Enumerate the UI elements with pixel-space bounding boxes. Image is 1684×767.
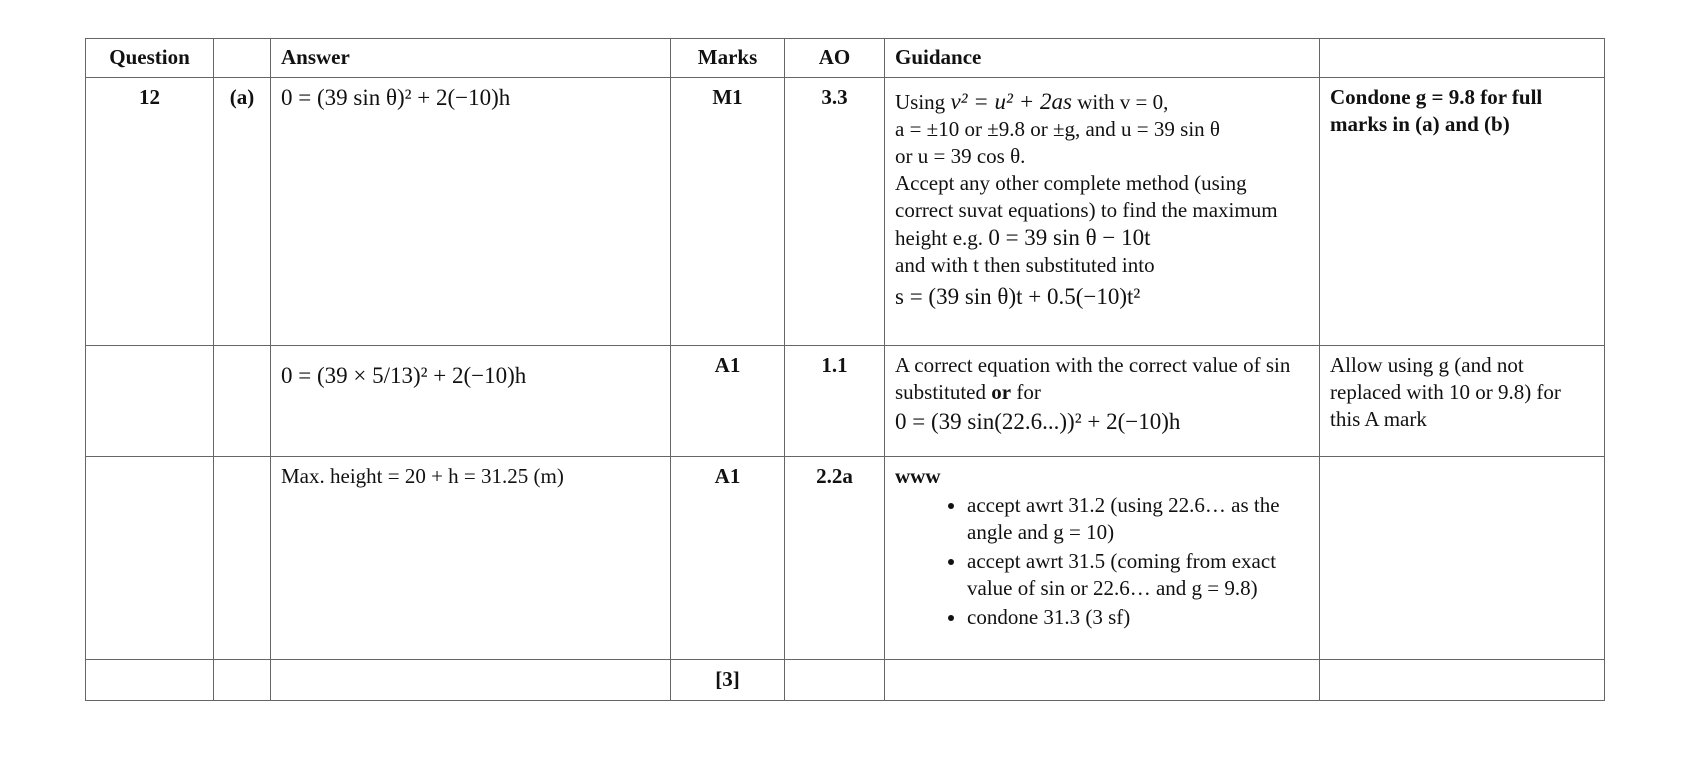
extra-note — [1320, 660, 1605, 701]
ao-cell: 3.3 — [785, 78, 885, 346]
answer-text — [271, 660, 671, 701]
marks-total: [3] — [671, 660, 785, 701]
header-question: Question — [86, 39, 214, 78]
extra-note: Condone g = 9.8 for full marks in (a) and (b) — [1320, 78, 1605, 346]
guidance-cell — [885, 660, 1320, 701]
table-row — [86, 346, 1605, 457]
guidance-bullet: • accept awrt 31.5 (coming from exact value of sin or 22.6… and g = 9.8) — [967, 548, 1309, 602]
guidance-text: A correct equation with the correct value of sin substituted — [895, 353, 1291, 404]
header-marks: Marks — [671, 39, 785, 78]
header-answer: Answer — [271, 39, 671, 78]
marks-cell: A1 — [671, 346, 785, 457]
answer-cell — [271, 346, 671, 457]
answer-equation: 0 = (39 sin θ)² + 2(−10)h — [281, 85, 511, 110]
guidance-example-equation: 0 = 39 sin θ − 10t — [988, 225, 1151, 250]
marks-cell: A1 — [671, 457, 785, 660]
guidance-s-equation: s = (39 sin θ)t + 0.5(−10)t² — [895, 284, 1141, 309]
ao-cell — [785, 660, 885, 701]
table-row — [86, 78, 1605, 346]
guidance-accept: Accept any other complete method (using correct suvat equations) to find the maximum height e.g. — [895, 171, 1278, 250]
extra-note: Allow using g (and not replaced with 10 or 9.8) for this A mark — [1320, 346, 1605, 457]
guidance-bullet: • condone 31.3 (3 sf) — [967, 604, 1309, 631]
header-guidance: Guidance — [885, 39, 1320, 78]
table-row — [86, 660, 1605, 701]
guidance-or-u: or u = 39 cos θ. — [895, 144, 1026, 168]
answer-cell — [271, 78, 671, 346]
table-row — [86, 457, 1605, 660]
guidance-for: for — [1016, 380, 1041, 404]
answer-text: Max. height = 20 + h = 31.25 (m) — [271, 457, 671, 660]
question-part — [214, 660, 271, 701]
question-number — [86, 346, 214, 457]
marks-cell: M1 — [671, 78, 785, 346]
header-extra — [1320, 39, 1605, 78]
mark-scheme-table — [85, 38, 1605, 701]
guidance-equation: 0 = (39 sin(22.6...))² + 2(−10)h — [895, 409, 1181, 434]
header-part — [214, 39, 271, 78]
guidance-with-v: with v = 0, — [1077, 90, 1169, 114]
guidance-or: or — [991, 380, 1012, 404]
guidance-cell — [885, 346, 1320, 457]
guidance-using: Using — [895, 90, 946, 114]
guidance-a-line: a = ±10 or ±9.8 or ±g, and u = 39 sin θ — [895, 117, 1220, 141]
question-part — [214, 457, 271, 660]
question-part — [214, 346, 271, 457]
question-number — [86, 457, 214, 660]
guidance-suvat-equation: v² = u² + 2as — [950, 89, 1072, 114]
extra-note — [1320, 457, 1605, 660]
guidance-bullets — [895, 492, 1309, 631]
header-ao: AO — [785, 39, 885, 78]
guidance-and-with: and with t then substituted into — [895, 253, 1155, 277]
question-part: (a) — [214, 78, 271, 346]
guidance-cell — [885, 78, 1320, 346]
ao-cell: 2.2a — [785, 457, 885, 660]
guidance-head: www — [895, 464, 941, 488]
answer-equation: 0 = (39 × 5/13)² + 2(−10)h — [281, 363, 527, 388]
question-number — [86, 660, 214, 701]
question-number: 12 — [86, 78, 214, 346]
ao-cell: 1.1 — [785, 346, 885, 457]
header-row — [86, 39, 1605, 78]
guidance-cell — [885, 457, 1320, 660]
guidance-bullet: • accept awrt 31.2 (using 22.6… as the angle and g = 10) — [967, 492, 1309, 546]
